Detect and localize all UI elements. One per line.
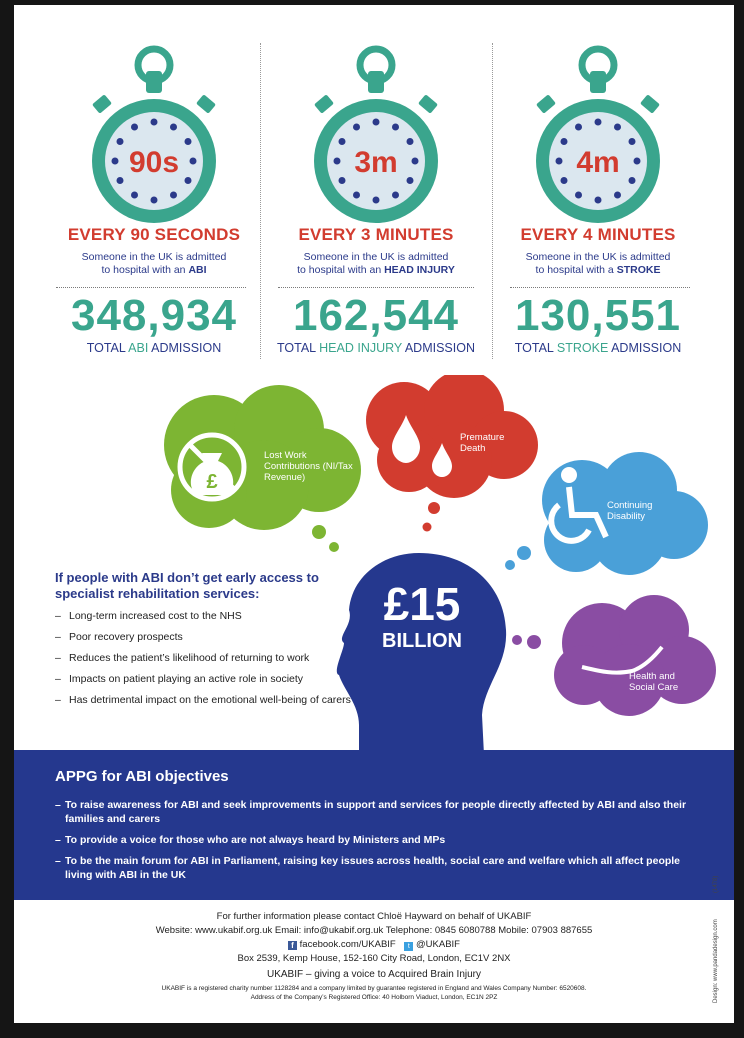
label-text: ADMISSION bbox=[402, 341, 475, 355]
description-text: to hospital with an bbox=[101, 264, 189, 276]
twitter-icon: t bbox=[404, 942, 413, 951]
web-contact-line: Website: www.ukabif.org.uk Email: info@ukabif.org.uk Telephone: 0845 6080788 Mobile: 07903 887655 bbox=[155, 925, 593, 936]
dotted-divider bbox=[510, 287, 690, 288]
admission-count: 162,544 bbox=[292, 291, 460, 340]
list-item: – To provide a voice for those who are not always heard by Ministers and MPs bbox=[55, 833, 695, 847]
frequency-description bbox=[39, 251, 269, 277]
description-emphasis: ABI bbox=[188, 264, 207, 276]
social-line bbox=[14, 939, 734, 951]
description-text: to hospital with a bbox=[535, 264, 617, 276]
description-line: Someone in the UK is admitted bbox=[303, 251, 449, 263]
admission-label bbox=[478, 341, 718, 355]
contact-line: For further information please contact Chloë Hayward on behalf of UKABIF bbox=[216, 911, 532, 922]
list-item: – To be the main forum for ABI in Parliament, raising key issues across health, social care and welfare which all affect people living with ABI in the UK bbox=[55, 854, 695, 882]
legal-line: Address of the Company’s Registered Office: 40 Holborn Viaduct, London, EC1N 2PZ bbox=[250, 994, 498, 1001]
label-text: TOTAL bbox=[514, 341, 557, 355]
frequency-description bbox=[261, 251, 491, 277]
list-item: – Long-term increased cost to the NHS bbox=[55, 609, 355, 623]
timer-value: 3m bbox=[354, 146, 398, 179]
frequency-heading: EVERY 3 MINUTES bbox=[298, 225, 454, 244]
consequences-list bbox=[55, 609, 355, 714]
objectives-band bbox=[14, 750, 734, 900]
tagline: UKABIF – giving a voice to Acquired Brain Injury bbox=[267, 969, 481, 980]
lost-work-label: Lost Work Contributions (NI/Tax Revenue) bbox=[264, 450, 353, 483]
timer-value: 4m bbox=[576, 146, 620, 179]
cost-amount: £15 bbox=[383, 578, 461, 630]
label-highlight: STROKE bbox=[556, 341, 609, 355]
facebook-icon: f bbox=[288, 941, 297, 950]
objectives-title: APPG for ABI objectives bbox=[55, 768, 229, 785]
admission-count: 348,934 bbox=[70, 291, 238, 340]
description-line: Someone in the UK is admitted bbox=[81, 251, 227, 263]
label-text: TOTAL bbox=[86, 341, 129, 355]
premature-death-label: Premature Death bbox=[460, 432, 505, 454]
list-item: – Reduces the patient’s likelihood of returning to work bbox=[55, 651, 355, 665]
document-code: (1478) bbox=[713, 875, 719, 893]
list-item: – Poor recovery prospects bbox=[55, 630, 355, 644]
legal-line: UKABIF is a registered charity number 1128284 and a company limited by guarantee registered in England and Wales Company Number: 6520608. bbox=[161, 985, 587, 992]
stopwatch-icon bbox=[533, 43, 663, 223]
early-access-heading: If people with ABI don’t get early access to specialist rehabilitation services: bbox=[55, 570, 319, 601]
stopwatch-icon bbox=[311, 43, 441, 223]
admission-label bbox=[34, 341, 274, 355]
facebook-link[interactable]: facebook.com/UKABIF bbox=[299, 939, 396, 950]
list-item: – To raise awareness for ABI and seek improvements in support and services for people directly affected by ABI and also their families and carers bbox=[55, 798, 695, 826]
description-line: Someone in the UK is admitted bbox=[525, 251, 671, 263]
objectives-list bbox=[55, 798, 695, 889]
health-care-cloud bbox=[512, 595, 716, 716]
list-item: – Impacts on patient playing an active role in society bbox=[55, 672, 355, 686]
timer-value: 90s bbox=[128, 146, 180, 179]
stopwatch-icon bbox=[89, 43, 219, 223]
label-highlight: HEAD INJURY bbox=[319, 341, 403, 355]
label-highlight: ABI bbox=[128, 341, 149, 355]
disability-label: Continuing Disability bbox=[607, 500, 653, 522]
description-line bbox=[483, 264, 713, 277]
admission-count: 130,551 bbox=[514, 291, 682, 340]
twitter-link[interactable]: @UKABIF bbox=[416, 939, 460, 950]
frequency-description bbox=[483, 251, 713, 277]
design-credit: Design: www.pandadesign.com bbox=[713, 919, 719, 1003]
description-line bbox=[261, 264, 491, 277]
frequency-heading: EVERY 4 MINUTES bbox=[520, 225, 676, 244]
label-text: TOTAL bbox=[277, 341, 320, 355]
admission-label bbox=[256, 341, 496, 355]
description-emphasis: STROKE bbox=[616, 264, 661, 276]
label-text: ADMISSION bbox=[148, 341, 222, 355]
health-care-label: Health and Social Care bbox=[629, 671, 679, 693]
label-text: ADMISSION bbox=[608, 341, 682, 355]
postal-address: Box 2539, Kemp House, 152-160 City Road, London, EC1V 2NX bbox=[237, 953, 511, 964]
cost-unit: BILLION bbox=[382, 630, 462, 652]
description-line bbox=[39, 264, 269, 277]
list-item: – Has detrimental impact on the emotional well-being of carers bbox=[55, 693, 355, 707]
frequency-heading: EVERY 90 SECONDS bbox=[67, 225, 241, 244]
svg-text:£: £ bbox=[206, 471, 218, 493]
dotted-divider bbox=[278, 287, 474, 288]
dotted-divider bbox=[56, 287, 246, 288]
description-text: to hospital with an bbox=[297, 264, 385, 276]
description-emphasis: HEAD INJURY bbox=[384, 264, 455, 276]
infographic-page bbox=[14, 5, 734, 1023]
